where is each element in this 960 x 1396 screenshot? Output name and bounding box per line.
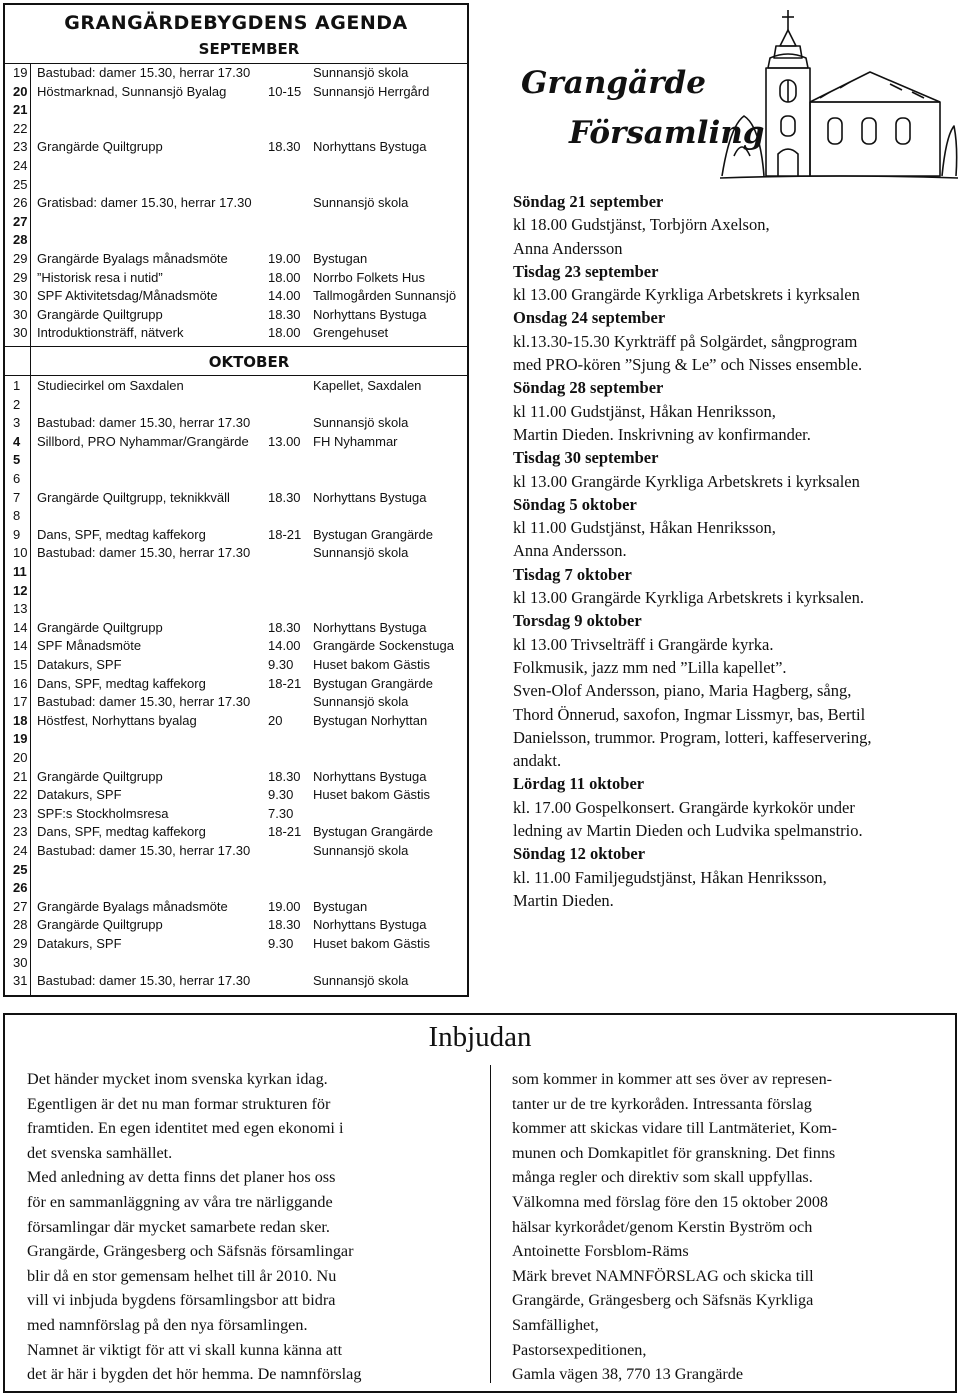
divider [5, 346, 467, 347]
invitation-line: för en sammanläggning av våra tre närliggande [27, 1192, 333, 1211]
invitation-line: församlingar där mycket samarbete redan sker. [27, 1217, 330, 1236]
row-day: 17 [13, 694, 28, 710]
row-activity: SPF:s Stockholmsresa [37, 805, 169, 821]
invitation-line: Grangärde, Grängesberg och Säfsnäs församlingar [27, 1242, 354, 1261]
row-place: Kapellet, Saxdalen [313, 378, 422, 393]
row-time: 10-15 [268, 83, 302, 99]
agenda-row [5, 306, 467, 325]
agenda-row [5, 451, 467, 470]
service-date: Tisdag 7 oktober [513, 564, 632, 584]
row-time: 19.00 [268, 898, 301, 914]
agenda-row [5, 507, 467, 526]
row-place: FH Nyhammar [313, 433, 398, 449]
agenda-row [5, 157, 467, 176]
row-time: 18.30 [268, 139, 301, 155]
row-place: Huset bakom Gästis [313, 936, 431, 951]
row-day: 24 [13, 158, 28, 173]
invitation-line: Gamla vägen 38, 770 13 Grangärde [512, 1365, 744, 1384]
agenda-title: GRANGÄRDEBYGDENS AGENDA [64, 12, 408, 34]
row-day: 26 [13, 195, 28, 211]
row-time: 18-21 [268, 824, 302, 840]
service-entry [513, 260, 953, 307]
row-day: 1 [13, 378, 21, 393]
row-day: 30 [13, 306, 28, 322]
service-date: Söndag 5 oktober [513, 494, 637, 514]
row-day: 2 [13, 396, 21, 412]
row-day: 29 [13, 251, 28, 266]
service-entry [513, 563, 953, 610]
row-day: 10 [13, 545, 28, 561]
row-activity: Bastubad: damer 15.30, herrar 17.30 [37, 843, 251, 858]
agenda-row [5, 396, 467, 415]
agenda-row [5, 64, 467, 83]
agenda-row [5, 972, 467, 991]
service-entry [513, 306, 953, 376]
agenda-row [5, 823, 467, 842]
row-time: 18.30 [268, 306, 301, 322]
row-place: Norhyttans Bystuga [313, 489, 427, 505]
service-line: kl 13.00 Grangärde Kyrkliga Arbetskrets i kyrksalen [513, 285, 860, 305]
row-activity: Grangärde Quiltgrupp [37, 768, 163, 784]
agenda-row [5, 637, 467, 656]
service-date: Tisdag 23 september [513, 261, 659, 281]
agenda-row [5, 83, 467, 102]
row-time: 18.00 [268, 269, 301, 285]
agenda-row [5, 176, 467, 195]
agenda-row [5, 768, 467, 787]
agenda-row [5, 582, 467, 601]
row-activity: Dans, SPF, medtag kaffekorg [37, 675, 206, 691]
church-title-line1: Grangärde [521, 65, 706, 101]
invitation-line: Egentligen är det nu man formar strukturen för [27, 1094, 331, 1113]
service-line: kl 13.00 Grangärde Kyrkliga Arbetskrets i kyrksalen [513, 471, 860, 491]
row-place: Sunnansjö skola [313, 545, 409, 561]
service-line: kl 13.00 Grangärde Kyrkliga Arbetskrets i kyrksalen. [513, 588, 864, 608]
row-activity: Sillbord, PRO Nyhammar/Grangärde [37, 433, 249, 449]
row-day: 5 [13, 452, 21, 468]
row-activity: Dans, SPF, medtag kaffekorg [37, 526, 206, 542]
invitation-box [3, 1013, 957, 1393]
service-line: ledning av Martin Dieden och Ludvika spelmanstrio. [513, 821, 863, 841]
row-time: 13.00 [268, 433, 301, 449]
agenda-row [5, 656, 467, 675]
row-day: 23 [13, 139, 28, 155]
invitation-line: munen och Domkapitlet för granskning. Det finns [512, 1143, 836, 1162]
service-line: kl 11.00 Gudstjänst, Håkan Henriksson, [513, 401, 776, 421]
agenda-row [5, 935, 467, 954]
service-line: kl. 17.00 Gospelkonsert. Grangärde kyrkokör under [513, 797, 855, 817]
agenda-row [5, 324, 467, 343]
row-place: Grengehuset [313, 325, 389, 341]
row-activity: SPF Månadsmöte [37, 638, 142, 654]
invitation-line: Märk brevet NAMNFÖRSLAG och skicka till [512, 1266, 814, 1285]
service-line: kl.13.30-15.30 Kyrkträff på Solgärdet, sångprogram [513, 331, 858, 351]
service-line: kl 18.00 Gudstjänst, Torbjörn Axelson, [513, 215, 770, 235]
row-day: 23 [13, 824, 28, 840]
agenda-row [5, 138, 467, 157]
row-day: 29 [13, 936, 28, 951]
row-place: Grangärde Sockenstuga [313, 638, 454, 654]
row-time: 18.30 [268, 917, 301, 933]
invitation-line: Namnet är viktigt för att vi skall kunna känna att [27, 1340, 343, 1359]
row-day: 27 [13, 213, 28, 229]
service-line: andakt. [513, 751, 562, 771]
row-time: 18.30 [268, 489, 301, 505]
agenda-row [5, 563, 467, 582]
row-activity: Introduktionsträff, nätverk [37, 325, 184, 341]
row-day: 25 [13, 176, 28, 192]
row-day: 20 [13, 750, 28, 765]
row-time: 9.30 [268, 936, 294, 951]
invitation-line: Välkomna med förslag före den 15 oktober 2008 [512, 1192, 829, 1211]
agenda-row [5, 433, 467, 452]
row-place: Bystugan Grangärde [313, 675, 433, 691]
row-activity: Grangärde Byalags månadsmöte [37, 898, 228, 914]
invitation-line: Med anledning av detta finns det planer hos oss [27, 1168, 336, 1187]
agenda-row [5, 619, 467, 638]
row-time: 14.00 [268, 638, 301, 654]
row-day: 22 [13, 787, 28, 803]
agenda-row [5, 898, 467, 917]
agenda-box [3, 3, 469, 997]
row-place: Tallmogården Sunnansjö [313, 288, 457, 304]
agenda-row [5, 861, 467, 880]
month-heading-oktober: OKTOBER [208, 353, 290, 371]
invitation-line: tanter ur de tre kyrkoråden. Intressanta förslag [512, 1094, 812, 1113]
invitation-line: hälsar kyrkorådet/genom Kerstin Byström och [512, 1217, 813, 1236]
agenda-row [5, 250, 467, 269]
service-date: Söndag 28 september [513, 378, 664, 398]
invitation-right-column [512, 1067, 944, 1387]
row-day: 30 [13, 954, 28, 970]
service-date: Tisdag 30 september [513, 448, 659, 468]
agenda-row [5, 879, 467, 898]
row-activity: Grangärde Quiltgrupp [37, 917, 163, 933]
row-activity: Bastubad: damer 15.30, herrar 17.30 [37, 694, 251, 710]
service-date: Onsdag 24 september [513, 308, 666, 328]
service-line: Danielsson, trummor. Program, lotteri, kaffeservering, [513, 727, 872, 747]
column-divider [490, 1065, 491, 1383]
row-day: 11 [13, 564, 27, 579]
row-day: 19 [13, 731, 28, 747]
invitation-line: det är här i bygden det hör hemma. De namnförslag [27, 1365, 362, 1384]
row-day: 29 [13, 269, 28, 285]
row-day: 21 [13, 102, 28, 118]
agenda-row [5, 526, 467, 545]
divider [5, 375, 467, 376]
church-illustration [720, 6, 958, 186]
invitation-line: som kommer in kommer att ses över av represen- [512, 1070, 833, 1088]
invitation-line: Det händer mycket inom svenska kyrkan idag. [27, 1070, 328, 1088]
service-entry [513, 190, 953, 260]
row-time: 18.00 [268, 325, 301, 341]
row-place: Bystugan Norhyttan [313, 712, 428, 728]
row-time: 9.30 [268, 657, 294, 672]
row-place: Norrbo Folkets Hus [313, 269, 425, 285]
row-day: 16 [13, 675, 28, 691]
agenda-row [5, 730, 467, 749]
row-activity: Grangärde Quiltgrupp [37, 306, 163, 322]
row-time: 18-21 [268, 526, 302, 542]
service-entry [513, 376, 953, 446]
row-place: Bystugan [313, 251, 368, 266]
agenda-row [5, 805, 467, 824]
agenda-row [5, 544, 467, 563]
agenda-row [5, 954, 467, 973]
agenda-row [5, 916, 467, 935]
row-activity: Grangärde Quiltgrupp [37, 619, 163, 635]
agenda-row [5, 489, 467, 508]
row-place: Sunnansjö skola [313, 843, 409, 858]
row-place: Norhyttans Bystuga [313, 619, 427, 635]
service-entry [513, 772, 953, 842]
agenda-row [5, 120, 467, 139]
row-day: 9 [13, 526, 21, 542]
invitation-line: Grangärde, Grängesberg och Säfsnäs Kyrkliga [512, 1291, 814, 1310]
row-day: 22 [13, 120, 28, 136]
invitation-line: Samfällighet, [512, 1315, 599, 1334]
row-time: 19.00 [268, 251, 301, 266]
row-day: 26 [13, 880, 28, 896]
invitation-left-column [27, 1067, 459, 1387]
row-activity: Studiecirkel om Saxdalen [37, 378, 184, 393]
agenda-row [5, 786, 467, 805]
agenda-row [5, 213, 467, 232]
row-activity: Höstmarknad, Sunnansjö Byalag [37, 83, 227, 99]
row-day: 12 [13, 582, 28, 598]
row-day: 14 [13, 638, 28, 654]
row-activity: Dans, SPF, medtag kaffekorg [37, 824, 206, 840]
agenda-row [5, 231, 467, 250]
agenda-row [5, 675, 467, 694]
row-day: 27 [13, 898, 28, 914]
row-day: 15 [13, 657, 28, 672]
row-time: 14.00 [268, 288, 301, 304]
row-day: 4 [13, 433, 21, 449]
service-line: kl. 11.00 Familjegudstjänst, Håkan Henriksson, [513, 867, 827, 887]
row-day: 3 [13, 415, 21, 431]
row-place: Huset bakom Gästis [313, 657, 431, 672]
row-time: 18.30 [268, 768, 301, 784]
service-line: Anna Andersson. [513, 541, 627, 561]
service-line: Folkmusik, jazz mm ned ”Lilla kapellet”. [513, 657, 787, 677]
row-time: 9.30 [268, 787, 294, 803]
row-day: 14 [13, 619, 28, 635]
row-activity: Grangärde Quiltgrupp [37, 139, 163, 155]
service-line: Thord Önnerud, saxofon, Ingmar Lissmyr, bas, Bertil [513, 704, 866, 724]
row-day: 23 [13, 805, 28, 821]
agenda-row [5, 470, 467, 489]
invitation-line: med namnförslag på den nya församlingen. [27, 1315, 308, 1334]
row-day: 24 [13, 843, 28, 858]
row-place: Norhyttans Bystuga [313, 917, 427, 933]
row-day: 30 [13, 325, 28, 341]
service-entry [513, 842, 953, 912]
row-day: 8 [13, 508, 21, 524]
service-entry [513, 609, 953, 772]
invitation-line: Pastorsexpeditionen, [512, 1340, 647, 1359]
row-activity: Bastubad: damer 15.30, herrar 17.30 [37, 415, 251, 431]
row-time: 18.30 [268, 619, 301, 635]
agenda-row [5, 842, 467, 861]
service-entry [513, 493, 953, 563]
row-day: 25 [13, 861, 28, 877]
row-activity: Datakurs, SPF [37, 657, 122, 672]
invitation-line: kommer att skickas vidare till Lantmäteriet, Kom- [512, 1119, 837, 1138]
row-activity: Höstfest, Norhyttans byalag [37, 712, 197, 728]
service-line: Martin Dieden. Inskrivning av konfirmander. [513, 424, 811, 444]
row-activity: Grangärde Quiltgrupp, teknikkväll [37, 489, 230, 505]
row-place: Sunnansjö skola [313, 973, 409, 989]
service-date: Torsdag 9 oktober [513, 611, 642, 631]
invitation-line: det svenska samhället. [27, 1143, 173, 1162]
service-line: Martin Dieden. [513, 890, 614, 910]
service-date: Söndag 21 september [513, 192, 664, 211]
row-day: 30 [13, 288, 28, 304]
row-activity: Datakurs, SPF [37, 936, 122, 951]
invitation-line: vill vi inbjuda bygdens församlingsbor att bidra [27, 1291, 336, 1310]
row-place: Norhyttans Bystuga [313, 768, 427, 784]
row-activity: Datakurs, SPF [37, 787, 122, 803]
agenda-row [5, 287, 467, 306]
row-day: 19 [13, 65, 28, 80]
row-time: 18-21 [268, 675, 302, 691]
service-line: Sven-Olof Andersson, piano, Maria Hagberg, sång, [513, 681, 852, 701]
row-day: 28 [13, 917, 28, 933]
row-activity: Bastubad: damer 15.30, herrar 17.30 [37, 973, 251, 989]
agenda-row [5, 269, 467, 288]
row-day: 13 [13, 601, 28, 617]
row-activity: Bastubad: damer 15.30, herrar 17.30 [37, 65, 251, 80]
church-title-line2: Församling [569, 115, 765, 151]
row-activity: Bastubad: damer 15.30, herrar 17.30 [37, 545, 251, 561]
row-activity: Gratisbad: damer 15.30, herrar 17.30 [37, 195, 252, 211]
service-line: Anna Andersson [513, 238, 623, 258]
agenda-row [5, 749, 467, 768]
service-date: Söndag 12 oktober [513, 844, 646, 864]
agenda-row [5, 101, 467, 120]
agenda-row [5, 693, 467, 712]
service-line: med PRO-kören ”Sjung & Le” och Nisses ensemble. [513, 355, 863, 375]
invitation-line: framtiden. En egen identitet med egen ekonomi i [27, 1119, 344, 1138]
row-place: Sunnansjö skola [313, 65, 409, 80]
row-place: Bystugan Grangärde [313, 824, 433, 840]
row-place: Bystugan [313, 898, 368, 914]
invitation-line: många regler och direktiv som skall uppfyllas. [512, 1168, 813, 1187]
row-place: Sunnansjö skola [313, 694, 409, 710]
row-day: 31 [13, 973, 28, 989]
agenda-row [5, 414, 467, 433]
row-place: Sunnansjö skola [313, 415, 409, 431]
row-day: 7 [13, 489, 21, 505]
row-day: 21 [13, 768, 28, 784]
row-day: 18 [13, 712, 28, 728]
row-place: Sunnansjö Herrgård [313, 83, 430, 99]
row-day: 28 [13, 232, 28, 248]
invitation-line: blir då en stor gemensam helhet till år 2010. Nu [27, 1266, 337, 1285]
row-activity: Grangärde Byalags månadsmöte [37, 251, 228, 266]
service-entry [513, 446, 953, 493]
service-line: kl 13.00 Trivselträff i Grangärde kyrka. [513, 634, 774, 654]
row-activity: ”Historisk resa i nutid” [37, 269, 163, 285]
row-place: Norhyttans Bystuga [313, 139, 427, 155]
row-day: 6 [13, 471, 21, 486]
row-place: Norhyttans Bystuga [313, 306, 427, 322]
row-place: Sunnansjö skola [313, 195, 409, 211]
row-activity: SPF Aktivitetsdag/Månadsmöte [37, 288, 218, 304]
row-day: 20 [13, 83, 28, 99]
agenda-row [5, 194, 467, 213]
row-place: Bystugan Grangärde [313, 526, 433, 542]
invitation-line: Antoinette Forsblom-Räms [512, 1242, 689, 1261]
month-heading-september: SEPTEMBER [198, 40, 300, 58]
service-date: Lördag 11 oktober [513, 774, 645, 794]
agenda-row [5, 377, 467, 396]
service-line: kl 11.00 Gudstjänst, Håkan Henriksson, [513, 518, 776, 538]
invitation-heading: Inbjudan [428, 1021, 532, 1053]
row-time: 20 [268, 712, 283, 728]
church-service-list [513, 190, 953, 912]
row-time: 7.30 [268, 805, 294, 821]
agenda-row [5, 712, 467, 731]
row-place: Huset bakom Gästis [313, 787, 431, 803]
agenda-row [5, 600, 467, 619]
